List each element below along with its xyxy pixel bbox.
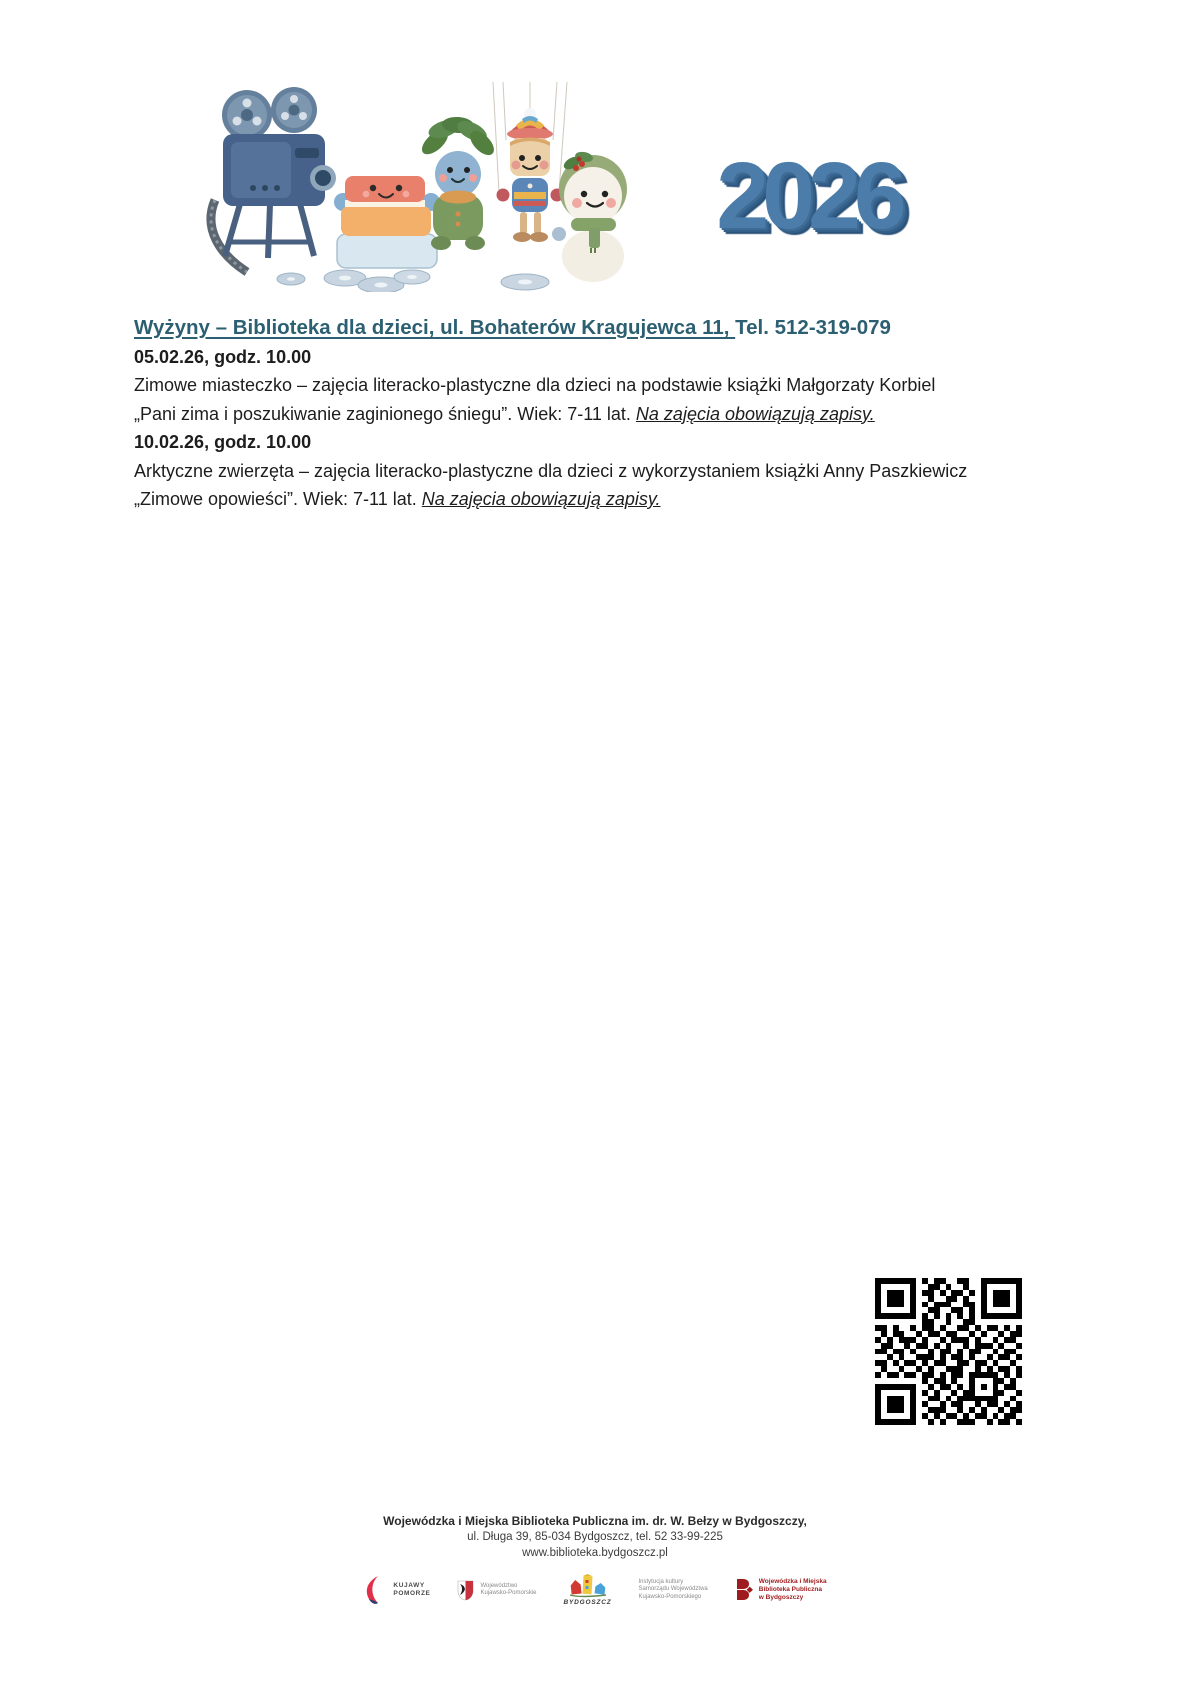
event-listing bbox=[134, 314, 974, 514]
library-phone: Tel. 512-319-079 bbox=[735, 316, 891, 339]
year-2026-graphic: 2026 bbox=[716, 143, 900, 249]
event-date: 05.02.26, godz. 10.00 bbox=[134, 346, 312, 367]
event-description bbox=[134, 457, 974, 514]
page-title bbox=[134, 314, 974, 343]
logo-label: w Bydgoszczy bbox=[758, 1594, 804, 1601]
logo-label: BYDGOSZCZ bbox=[563, 1599, 612, 1606]
logo-wmbp-bydgoszcz bbox=[735, 1577, 827, 1603]
logo-label: POMORZE bbox=[393, 1590, 431, 1597]
logo-label: Kujawsko-Pomorskie bbox=[480, 1590, 537, 1596]
footer-org-name: Wojewódzka i Miejska Biblioteka Publiczna im. dr. W. Bełzy w Bydgoszczy, bbox=[383, 1514, 807, 1528]
cd-discs bbox=[277, 270, 549, 292]
books-character bbox=[334, 176, 440, 268]
library-logo-icon bbox=[735, 1577, 753, 1603]
qr-code bbox=[875, 1278, 1022, 1425]
header-illustration bbox=[195, 82, 635, 297]
logo-bydgoszcz bbox=[564, 1574, 612, 1606]
event-description-text: Zimowe miasteczko – zajęcia literacko-plastyczne dla dzieci na podstawie książki Małgorzaty Korbiel „Pani zima i poszukiwanie zaginionego śniegu”. Wiek: 7-11 lat. bbox=[134, 375, 936, 424]
event-description-text: Arktyczne zwierzęta – zajęcia literacko-plastyczne dla dzieci z wykorzystaniem książki Anny Paszkiewicz „Zimowe opowieści”. Wiek: 7-11 lat. bbox=[134, 460, 968, 509]
event-date: 10.02.26, godz. 10.00 bbox=[134, 432, 312, 452]
puppet-character bbox=[493, 82, 567, 242]
logo-label: Biblioteka Publiczna bbox=[758, 1586, 822, 1593]
footer-website: www.biblioteka.bydgoszcz.pl bbox=[522, 1547, 668, 1559]
logo-label: Wojewódzka i Miejska bbox=[758, 1578, 827, 1585]
bydgoszcz-houses-icon bbox=[568, 1574, 608, 1598]
logo-instytucja-kultury bbox=[639, 1579, 708, 1602]
library-branch-link[interactable]: Wyżyny – Biblioteka dla dzieci, ul. Bohaterów Kragujewca 11, bbox=[134, 316, 736, 339]
library-characters-illustration bbox=[195, 82, 635, 292]
logo-wojewodztwo-kujawsko-pomorskie bbox=[457, 1580, 536, 1601]
logo-kujawy-pomorze bbox=[363, 1575, 430, 1605]
snowman-character bbox=[552, 151, 627, 282]
kujawy-pomorze-icon bbox=[363, 1575, 387, 1605]
partner-logos bbox=[0, 1566, 1190, 1614]
logo-label: Województwo bbox=[480, 1582, 518, 1589]
film-projector-icon bbox=[211, 87, 336, 272]
logo-label: Kujawsko-Pomorskiego bbox=[638, 1593, 702, 1600]
event-description bbox=[134, 371, 974, 428]
event-signup-note: Na zajęcia obowiązują zapisy. bbox=[635, 403, 875, 424]
logo-label: Samorządu Województwa bbox=[638, 1586, 708, 1593]
logo-label: Instytucja kultury bbox=[638, 1578, 684, 1585]
event-signup-note: Na zajęcia obowiązują zapisy. bbox=[421, 489, 661, 509]
coat-of-arms-icon bbox=[457, 1580, 474, 1601]
footer-address: ul. Długa 39, 85-034 Bydgoszcz, tel. 52 33-99-225 bbox=[467, 1531, 723, 1543]
logo-label: KUJAWY bbox=[393, 1582, 425, 1589]
